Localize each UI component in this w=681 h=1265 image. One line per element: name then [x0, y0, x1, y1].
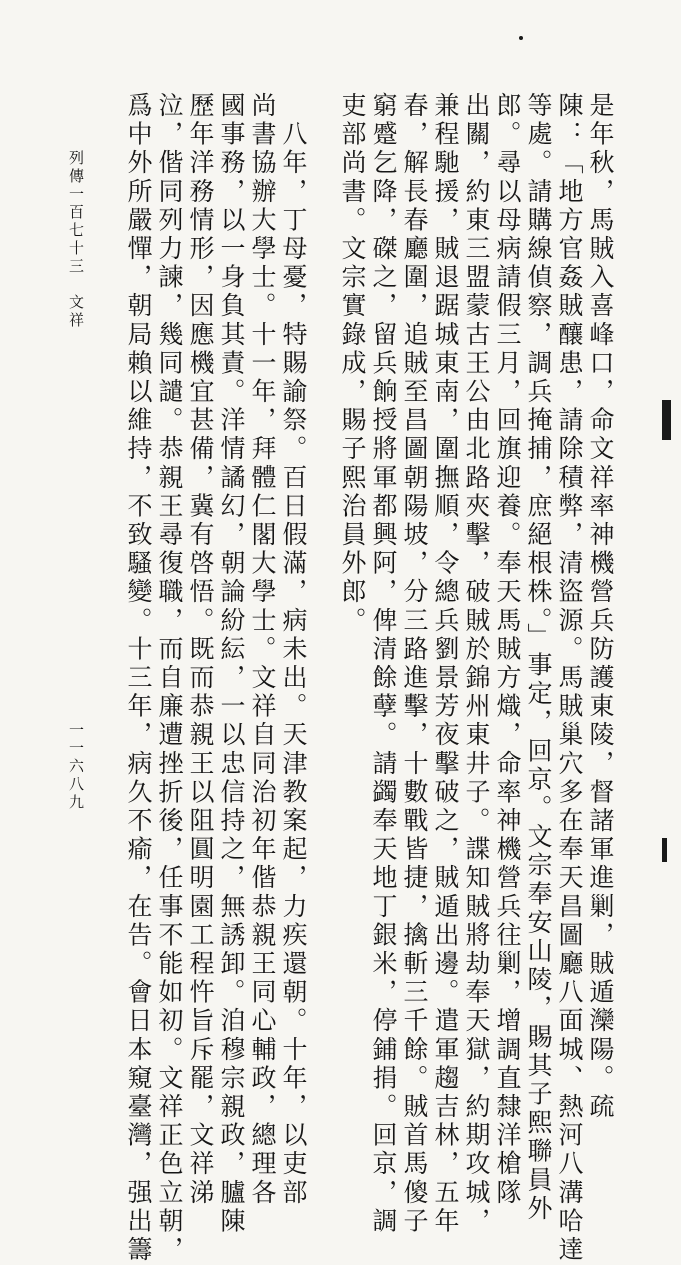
text-column: 國事務，以一身負其責。洋情譎幻，朝論紛紜，一以忠信持之，無誘卸。洎穆宗親政，臚陳 [217, 92, 246, 1236]
text-column: 歷年洋務情形，因應機宜甚備，冀有啓悟。既而恭親王以阻圓明園工程忤旨斥罷，文祥涕 [186, 92, 215, 1208]
text-column: 是年秋，馬賊入喜峰口，命文祥率神機營兵防護東陵，督諸軍進剿，賊遁灤陽。疏 [586, 92, 615, 1122]
text-column: 春，解長春廳圍，追賊至昌圖朝陽坡，分三路進擊，十數戰皆捷，擒斬三千餘。賊首馬傻子 [400, 92, 429, 1236]
text-column: 等處。請購線偵察，調兵掩捕，庶絕根株。」事定，回京。文宗奉安山陵，賜其子熙聯員外 [524, 92, 553, 1224]
page-number: 一一六八九 [67, 722, 85, 812]
running-header: 列傳一百七十三 文祥 [67, 150, 85, 330]
text-column: 吏部尚書。文宗實錄成，賜子熙治員外郎。 [338, 92, 367, 636]
text-column: 出關，約東三盟蒙古王公由北路夾擊，破賊於錦州東井子。諜知賊將劫奉天獄，約期攻城， [462, 92, 491, 1236]
text-column: 尚書協辦大學士。十一年，拜體仁閣大學士。文祥自同治初年偕恭親王同心輔政，總理各 [248, 92, 277, 1208]
text-column: 爲中外所嚴憚，朝局賴以維持，不致騷變。十三年，病久不瘉，在告。會日本窺臺灣，强出籌 [124, 92, 153, 1265]
text-column: 窮蹙乞降，磔之，留兵餉授將軍都興阿，俾清餘孽。請蠲奉天地丁銀米，停鋪捐。回京，調 [369, 92, 398, 1236]
scan-mark [662, 838, 667, 862]
text-column: 八年，丁母憂，特賜諭祭。百日假滿，病未出。天津教案起，力疾還朝。十年，以吏部 [279, 92, 308, 1208]
text-column: 郎。尋以母病請假三月，回旗迎養。奉天馬賊方熾，命率神機營兵往剿，增調直隸洋槍隊 [493, 92, 522, 1208]
text-column: 泣，偕同列力諫，幾同譴。恭親王尋復職，而自廉遭挫折後，任事不能如初。文祥正色立朝， [155, 92, 184, 1265]
scan-mark [519, 36, 523, 40]
scan-mark [662, 400, 671, 440]
text-column: 兼程馳援，賊退踞城東南，圍撫順，令總兵劉景芳夜擊破之，賊遁出邊。遣軍趨吉林，五年 [431, 92, 460, 1236]
text-column: 陳：「地方官姦賊釀患，請除積弊，清盜源。馬賊巢穴多在奉天昌圖廳八面城、熱河八溝哈達 [555, 92, 584, 1265]
